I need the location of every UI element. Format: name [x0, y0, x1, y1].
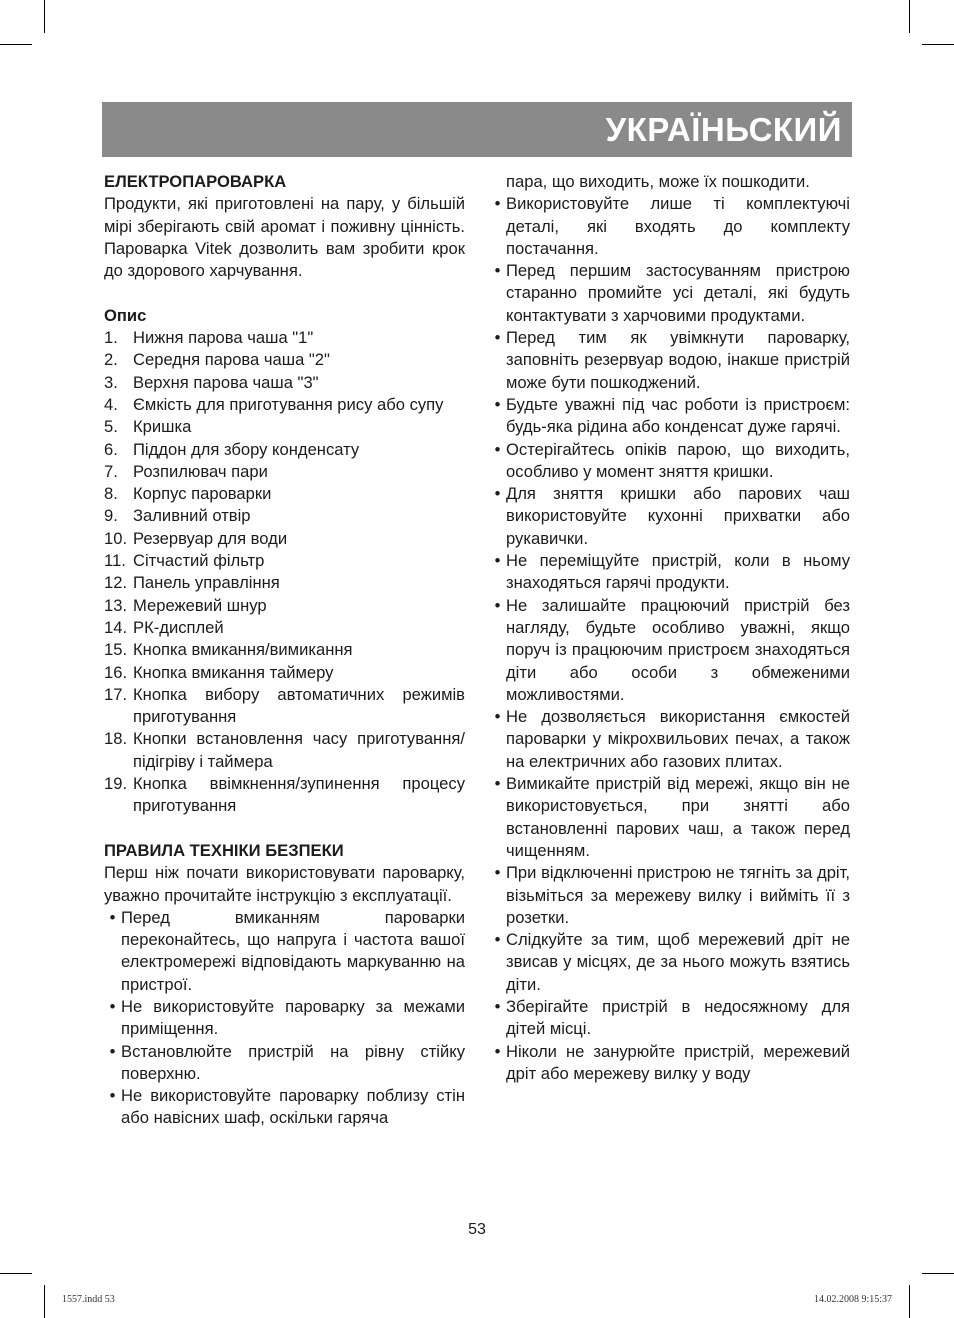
list-item-text: Кнопка вибору автоматичних режимів приготування: [133, 684, 465, 727]
list-item: [104, 394, 465, 416]
bullet-icon: •: [494, 595, 501, 615]
list-item: [104, 617, 465, 639]
list-item: [104, 550, 465, 572]
list-item: [104, 595, 465, 617]
bullet-icon: •: [494, 261, 501, 281]
bullet-icon: •: [494, 996, 501, 1016]
list-item-number: 11.: [104, 551, 126, 571]
bullet-item: [489, 706, 850, 773]
bullet-item: [104, 1041, 465, 1086]
list-item-number: 16.: [104, 662, 128, 682]
crop-mark: [0, 1273, 32, 1274]
list-item-text: Корпус пароварки: [133, 484, 272, 504]
bullet-text: Будьте уважні під час роботи із пристроєм: будь-яка рідина або конденсат дуже гарячі.: [506, 394, 850, 437]
list-item-number: 14.: [104, 617, 128, 637]
spacer: [104, 282, 465, 304]
bullet-text: Ніколи не занурюйте пристрій, мережевий дріт або мережеву вилку у воду: [506, 1041, 850, 1083]
file-slug: 1557.indd 53: [62, 1294, 115, 1305]
crop-mark: [922, 44, 954, 45]
bullet-icon: •: [494, 394, 501, 414]
bullet-icon: •: [494, 439, 501, 459]
list-item-number: 12.: [104, 573, 128, 593]
list-item-text: РК-дисплей: [133, 617, 224, 637]
bullet-icon: •: [109, 907, 116, 927]
bullet-item: [104, 1085, 465, 1130]
list-item-number: 18.: [104, 729, 128, 749]
list-item-text: Ємкість для приготування рису або супу: [133, 394, 444, 414]
bullet-text: Встановлюйте пристрій на рівну стійку поверхню.: [121, 1041, 465, 1083]
language-title: УКРАЇНЬСКИЙ: [605, 111, 842, 148]
page-number: 53: [468, 1221, 486, 1238]
bullet-text: Не використовуйте пароварку за межами приміщення.: [121, 996, 465, 1039]
bullet-item: [489, 773, 850, 862]
list-item-text: Розпилювач пари: [133, 461, 268, 481]
bullet-icon: •: [494, 484, 501, 504]
bullet-icon: •: [494, 194, 501, 214]
bullet-icon: •: [494, 774, 501, 794]
section-title: ЕЛЕКТРОПАРОВАРКА: [104, 172, 287, 191]
list-item: [104, 349, 465, 371]
list-item-text: Середня парова чаша "2": [133, 350, 330, 370]
bullet-text: Зберігайте пристрій в недосяжному для дітей місці.: [506, 996, 850, 1039]
list-item: [104, 773, 465, 818]
list-item: [104, 572, 465, 594]
bullet-icon: •: [109, 1086, 116, 1106]
crop-mark: [909, 1285, 910, 1318]
description-heading: Опис: [104, 305, 147, 325]
bullet-text: Не дозволяється використання ємкостей пароварки у мікрохвильових печах, а також на електричних або газових плитах.: [506, 707, 850, 771]
list-item-number: 13.: [104, 595, 128, 615]
list-item-number: 9.: [104, 506, 118, 526]
bullet-icon: •: [494, 707, 501, 727]
list-item-number: 19.: [104, 774, 128, 794]
bullet-item: [489, 327, 850, 394]
bullet-text: Остерігайтесь опіків парою, що виходить, особливо у момент зняття кришки.: [506, 439, 850, 481]
list-item-number: 3.: [104, 372, 118, 392]
list-item-text: Сітчастий фільтр: [133, 551, 265, 571]
bullet-text: Використовуйте лише ті комплектуючі деталі, які входять до комплекту постачання.: [506, 194, 850, 258]
bullet-text: Не залишайте працюючий пристрій без нагляду, будьте особливо уважні, якщо поруч із працюючим пристроєм знаходяться діти або особи з обмеженими можливостями.: [506, 595, 850, 704]
bullet-item: [489, 193, 850, 260]
bullet-text: Перед першим застосуванням пристрою старанно промийте усі деталі, які будуть контактувати з харчовими продуктами.: [506, 261, 850, 325]
bullet-item: [489, 483, 850, 550]
list-item-text: Резервуар для води: [133, 528, 288, 548]
crop-mark: [44, 0, 45, 33]
bullet-item: [489, 929, 850, 996]
bullet-text: Слідкуйте за тим, щоб мережевий дріт не звисав у місцях, де за нього можуть взятись діти.: [506, 930, 850, 994]
list-item-text: Мережевий шнур: [133, 595, 267, 615]
list-item-text: Заливний отвір: [133, 506, 251, 526]
bullet-item: [104, 996, 465, 1041]
bullet-icon: •: [494, 328, 501, 348]
bullet-item: [489, 439, 850, 484]
bullet-item: [104, 907, 465, 996]
safety-intro: Перш ніж почати використовувати пароварку, уважно прочитайте інструкцію з експлуатації.: [104, 863, 465, 905]
list-item: [104, 416, 465, 438]
list-item: [104, 505, 465, 527]
list-item-number: 6.: [104, 439, 118, 459]
bullet-item: [489, 996, 850, 1041]
bullet-icon: •: [494, 551, 501, 571]
list-item-text: Піддон для збору конденсату: [133, 439, 360, 459]
list-item-text: Кнопка ввімкнення/зупинення процесу приготування: [133, 774, 465, 816]
safety-bullet-list: [104, 907, 465, 1130]
bullet-icon: •: [109, 996, 116, 1016]
bullet-icon: •: [494, 930, 501, 950]
list-item-text: Панель управління: [133, 573, 280, 593]
list-item-number: 10.: [104, 528, 128, 548]
bullet-icon: •: [494, 1041, 501, 1061]
crop-mark: [922, 1273, 954, 1274]
bullet-text: Не використовуйте пароварку поблизу стін або навісних шаф, оскільки гаряча: [121, 1086, 465, 1128]
parts-list: [104, 327, 465, 818]
language-banner: [102, 102, 852, 157]
list-item: [104, 372, 465, 394]
list-item-text: Кнопка вмикання/вимикання: [133, 640, 353, 660]
list-item: [104, 662, 465, 684]
list-item-number: 8.: [104, 484, 118, 504]
spacer: [104, 818, 465, 840]
bullet-text: Перед тим як увімкнути пароварку, заповніть резервуар водою, інакше пристрій може бути пошкоджений.: [506, 328, 850, 392]
list-item-text: Верхня парова чаша "3": [133, 372, 319, 392]
bullet-item: [489, 550, 850, 595]
crop-mark: [44, 1285, 45, 1318]
bullet-item: [489, 260, 850, 327]
bullet-text: Для зняття кришки або парових чаш використовуйте кухонні прихватки або рукавички.: [506, 484, 850, 548]
bullet-text: Не переміщуйте пристрій, коли в ньому знаходяться гарячі продукти.: [506, 551, 850, 593]
bullet-icon: •: [109, 1041, 116, 1061]
list-item-text: Кнопка вмикання таймеру: [133, 662, 334, 682]
list-item: [104, 728, 465, 773]
crop-mark: [909, 0, 910, 33]
list-item: [104, 639, 465, 661]
list-item: [104, 461, 465, 483]
bullet-item: [489, 595, 850, 706]
list-item-number: 7.: [104, 461, 118, 481]
list-item: [104, 684, 465, 729]
list-item-text: Кнопки встановлення часу приготування/підігріву і таймера: [133, 729, 465, 771]
list-item-text: Нижня парова чаша "1": [133, 328, 314, 348]
list-item: [104, 528, 465, 550]
bullet-text: При відключенні пристрою не тягніть за дріт, візьміться за мережеву вилку і вийміть її з розетки.: [506, 863, 850, 927]
continued-text: пара, що виходить, може їх пошкодити.: [506, 172, 810, 191]
right-column: [489, 171, 850, 1085]
list-item-text: Кришка: [133, 417, 192, 437]
bullet-item: [489, 394, 850, 439]
list-item-number: 4.: [104, 394, 118, 414]
safety-heading: ПРАВИЛА ТЕХНІКИ БЕЗПЕКИ: [104, 840, 344, 860]
list-item-number: 2.: [104, 350, 118, 370]
list-item-number: 5.: [104, 417, 118, 437]
safety-bullet-list: [489, 193, 850, 1085]
list-item: [104, 483, 465, 505]
list-item-number: 1.: [104, 328, 118, 348]
bullet-text: Вимикайте пристрій від мережі, якщо він не використовується, при зняттi або встановленні парових чаш, а також перед чищенням.: [506, 774, 850, 860]
intro-paragraph: Продукти, які приготовлені на пару, у більшій мірі зберігають свій аромат і поживну цінність. Пароварка Vitek дозволить вам зробити крок до здорового харчування.: [104, 194, 465, 281]
list-item: [104, 439, 465, 461]
list-item-number: 15.: [104, 640, 128, 660]
bullet-item: [489, 1041, 850, 1086]
list-item-number: 17.: [104, 684, 128, 704]
bullet-item: [489, 862, 850, 929]
date-slug: 14.02.2008 9:15:37: [813, 1294, 892, 1305]
bullet-icon: •: [494, 863, 501, 883]
bullet-text: Перед вмиканням пароварки переконайтесь, що напруга і частота вашої електромережі відповідають маркуванню на пристрої.: [121, 907, 465, 994]
left-column: [104, 171, 465, 1130]
list-item: [104, 327, 465, 349]
crop-mark: [0, 44, 32, 45]
